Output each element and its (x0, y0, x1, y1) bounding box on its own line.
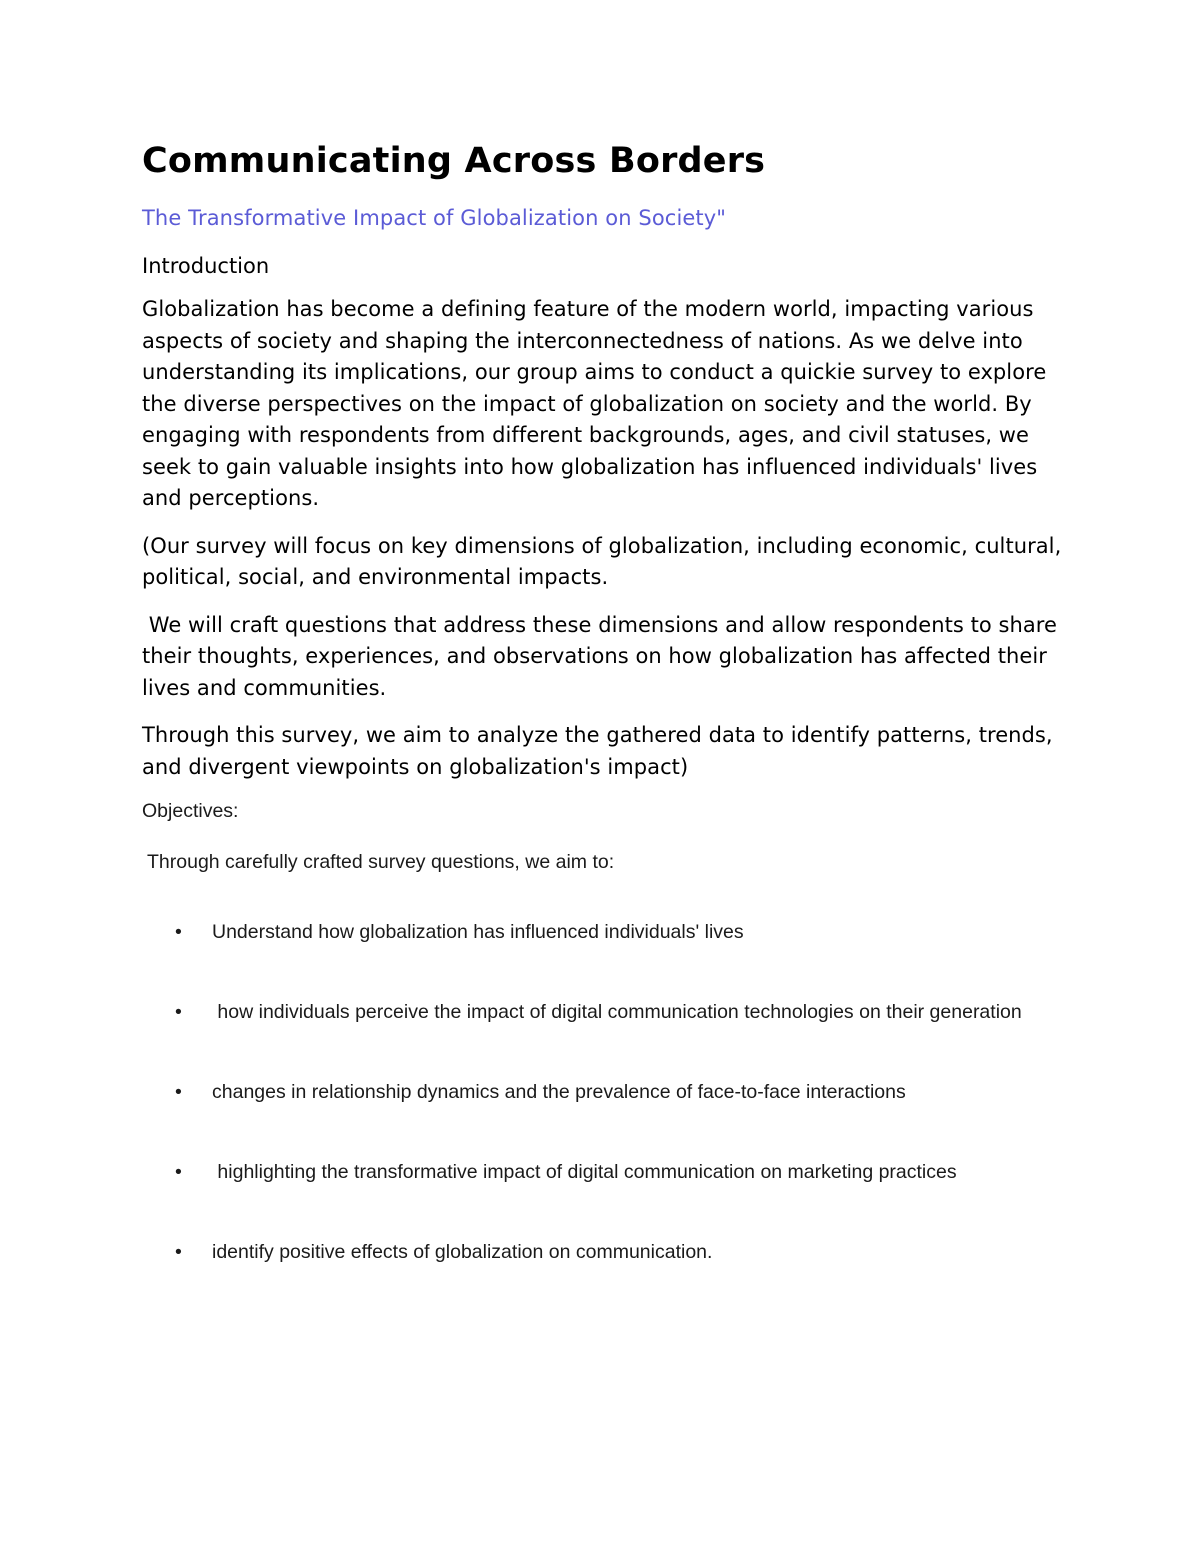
bullet-icon: • (175, 1001, 182, 1023)
paragraph-intro: Globalization has become a defining feature of the modern world, impacting various aspects of society and shaping the interconnectedness of nations. As we delve into understanding its implications, our group aims to conduct a quickie survey to explore the diverse perspectives on the impact of globalization on society and the world. By engaging with respondents from different backgrounds, ages, and civil statuses, we seek to gain valuable insights into how globalization has influenced individuals' lives and perceptions. (142, 297, 1047, 510)
objective-text: highlighting the transformative impact of digital communication on marketing practices (212, 1161, 957, 1183)
bullet-icon: • (175, 1241, 182, 1263)
bullet-icon: • (175, 1161, 182, 1183)
bullet-icon: • (175, 921, 182, 943)
paragraph-craft-questions: We will craft questions that address these dimensions and allow respondents to share their thoughts, experiences, and observations on how globalization has affected their lives and communities. (142, 612, 1064, 700)
list-item (142, 1240, 1072, 1264)
bullet-icon: • (175, 1081, 182, 1103)
document-subtitle: The Transformative Impact of Globalization on Society" (142, 206, 727, 230)
list-item (142, 1080, 1072, 1104)
paragraph-survey-focus: (Our survey will focus on key dimensions of globalization, including economic, cultural, political, social, and environmental impacts. (142, 533, 1062, 589)
objective-text: how individuals perceive the impact of digital communication technologies on their generation (212, 1001, 1022, 1023)
list-item (142, 1000, 1072, 1024)
document-title: Communicating Across Borders (142, 141, 766, 181)
objective-text: Understand how globalization has influenced individuals' lives (212, 921, 744, 943)
list-item (142, 1160, 1072, 1184)
objective-text: changes in relationship dynamics and the prevalence of face-to-face interactions (212, 1081, 906, 1103)
document-body (142, 138, 1072, 1320)
paragraph-analysis: Through this survey, we aim to analyze the gathered data to identify patterns, trends, and divergent viewpoints on globalization's impact) (142, 723, 1053, 779)
list-item (142, 920, 1072, 944)
objectives-list (142, 920, 1072, 1264)
objective-text: identify positive effects of globalization on communication. (212, 1241, 713, 1263)
objectives-intro: Through carefully crafted survey questions, we aim to: (147, 851, 615, 873)
introduction-heading: Introduction (142, 254, 270, 278)
objectives-label: Objectives: (142, 800, 239, 822)
